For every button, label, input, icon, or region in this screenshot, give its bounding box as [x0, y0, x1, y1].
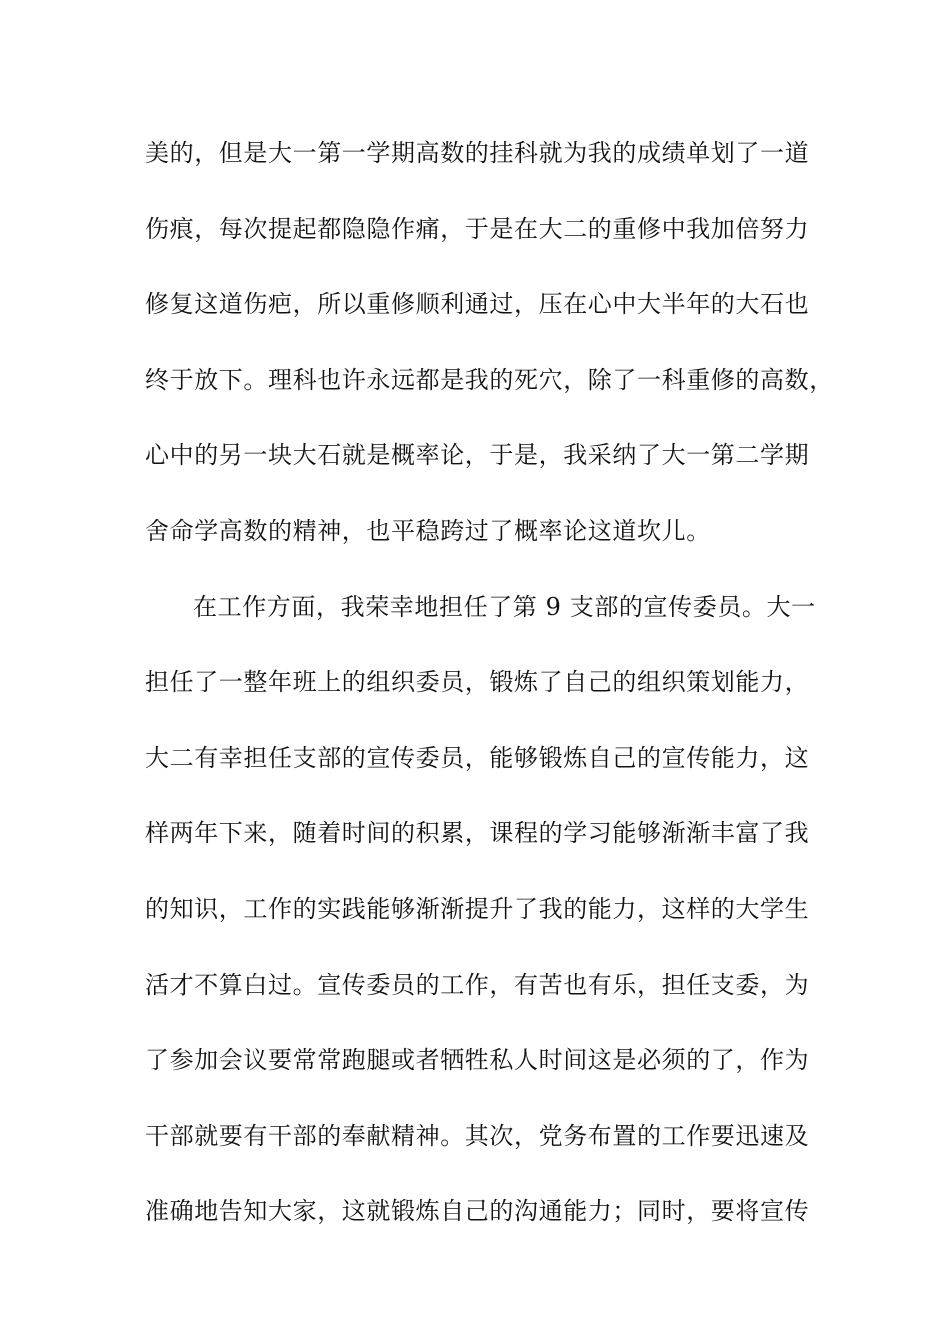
text-line: 干部就要有干部的奉献精神。其次，党务布置的工作要迅速及 [145, 1121, 810, 1150]
text-line: 修复这道伤疤，所以重修顺利通过，压在心中大半年的大石也 [145, 290, 810, 319]
text-line: 了参加会议要常常跑腿或者牺牲私人时间这是必须的了，作为 [145, 1046, 810, 1075]
text-line: 大二有幸担任支部的宣传委员，能够锻炼自己的宣传能力，这 [145, 743, 810, 772]
text-line: 活才不算白过。宣传委员的工作，有苦也有乐，担任支委，为 [145, 970, 810, 999]
text-line: 终于放下。理科也许永远都是我的死穴，除了一科重修的高数， [145, 365, 834, 394]
text-line: 担任了一整年班上的组织委员，锻炼了自己的组织策划能力， [145, 668, 810, 697]
text-line: 伤痕，每次提起都隐隐作痛，于是在大二的重修中我加倍努力 [145, 214, 810, 243]
text-line: 美的，但是大一第一学期高数的挂科就为我的成绩单划了一道 [145, 139, 810, 167]
text-line: 样两年下来，随着时间的积累，课程的学习能够渐渐丰富了我 [145, 819, 810, 848]
paragraph-start-line: 在工作方面，我荣幸地担任了第 9 支部的宣传委员。大一 [193, 592, 816, 621]
document-body [145, 131, 834, 1265]
text-line: 舍命学高数的精神，也平稳跨过了概率论这道坎儿。 [145, 516, 711, 545]
text-line: 准确地告知大家，这就锻炼自己的沟通能力；同时，要将宣传 [145, 1197, 810, 1226]
text-line: 的知识，工作的实践能够渐渐提升了我的能力，这样的大学生 [145, 894, 810, 923]
text-line: 心中的另一块大石就是概率论，于是，我采纳了大一第二学期 [145, 441, 810, 470]
